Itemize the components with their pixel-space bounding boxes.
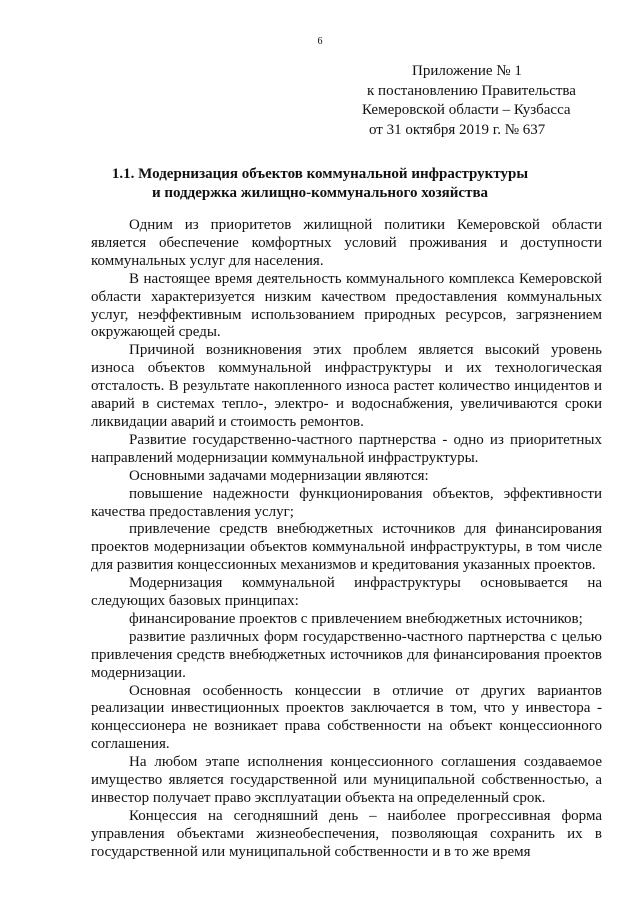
paragraph: На любом этапе исполнения концессионного соглашения создаваемое имущество является государственной или муниципальной собственностью, а инвестор получает право эксплуатации объекта на определенный срок. bbox=[91, 754, 602, 806]
paragraph: развитие различных форм государственно-частного партнерства с целью привлечения средств внебюджетных источников для финансирования проектов модернизации. bbox=[91, 628, 602, 681]
document-body bbox=[91, 217, 602, 862]
page-number: 6 bbox=[317, 36, 323, 47]
paragraph: привлечение средств внебюджетных источников для финансирования проектов модернизации объектов коммунальной инфраструктуры, в том числе для развития концессионных механизмов и кредитования указанных проектов. bbox=[91, 521, 602, 574]
paragraph: Основная особенность концессии в отличие от других вариантов реализации инвестиционных проектов заключается в том, что у инвестора - концессионера не возникает права собственности на объект концессионного соглашения. bbox=[91, 682, 602, 753]
paragraph: Основными задачами модернизации являются: bbox=[129, 467, 429, 484]
paragraph: Модернизация коммунальной инфраструктуры основывается на следующих базовых принципах: bbox=[91, 575, 602, 610]
appendix-reference: к постановлению Правительства bbox=[367, 82, 576, 99]
paragraph: Причиной возникновения этих проблем является высокий уровень износа объектов коммунальной инфраструктуры и их технологическая отсталость. В результате накопленного износа растет количество инцидентов и аварий в системах тепло-, электро- и водоснабжения, увеличиваются сроки ликвидации аварий и стоимость ремонтов. bbox=[91, 342, 602, 430]
paragraph: финансирование проектов с привлечением внебюджетных источников; bbox=[129, 610, 583, 627]
paragraph: Развитие государственно-частного партнерства - одно из приоритетных направлений модернизации коммунальной инфраструктуры. bbox=[91, 431, 602, 466]
paragraph: В настоящее время деятельность коммунального комплекса Кемеровской области характеризуется низким качеством предоставления коммунальных услуг, неэффективным использованием природных ресурсов, загрязнением окружающей среды. bbox=[91, 270, 602, 341]
section-heading bbox=[0, 165, 640, 203]
appendix-title: Приложение № 1 bbox=[412, 63, 522, 79]
appendix-region: Кемеровской области – Кузбасса bbox=[362, 102, 571, 118]
section-heading-line-2: и поддержка жилищно-коммунального хозяйства bbox=[151, 185, 489, 201]
appendix-date: от 31 октября 2019 г. № 637 bbox=[369, 121, 546, 138]
section-heading-line-1: 1.1. Модернизация объектов коммунальной инфраструктуры bbox=[111, 166, 529, 182]
paragraph: Одним из приоритетов жилищной политики Кемеровской области является обеспечение комфортных условий проживания и доступности коммунальных услуг для населения. bbox=[91, 217, 602, 269]
appendix-header bbox=[362, 62, 612, 140]
paragraph: повышение надежности функционирования объектов, эффективности качества предоставления услуг; bbox=[91, 485, 602, 520]
paragraph: Концессия на сегодняшний день – наиболее прогрессивная форма управления объектами жизнеобеспечения, позволяющая сохранить их в государственной или муниципальной собственности и в то же время bbox=[91, 807, 602, 860]
